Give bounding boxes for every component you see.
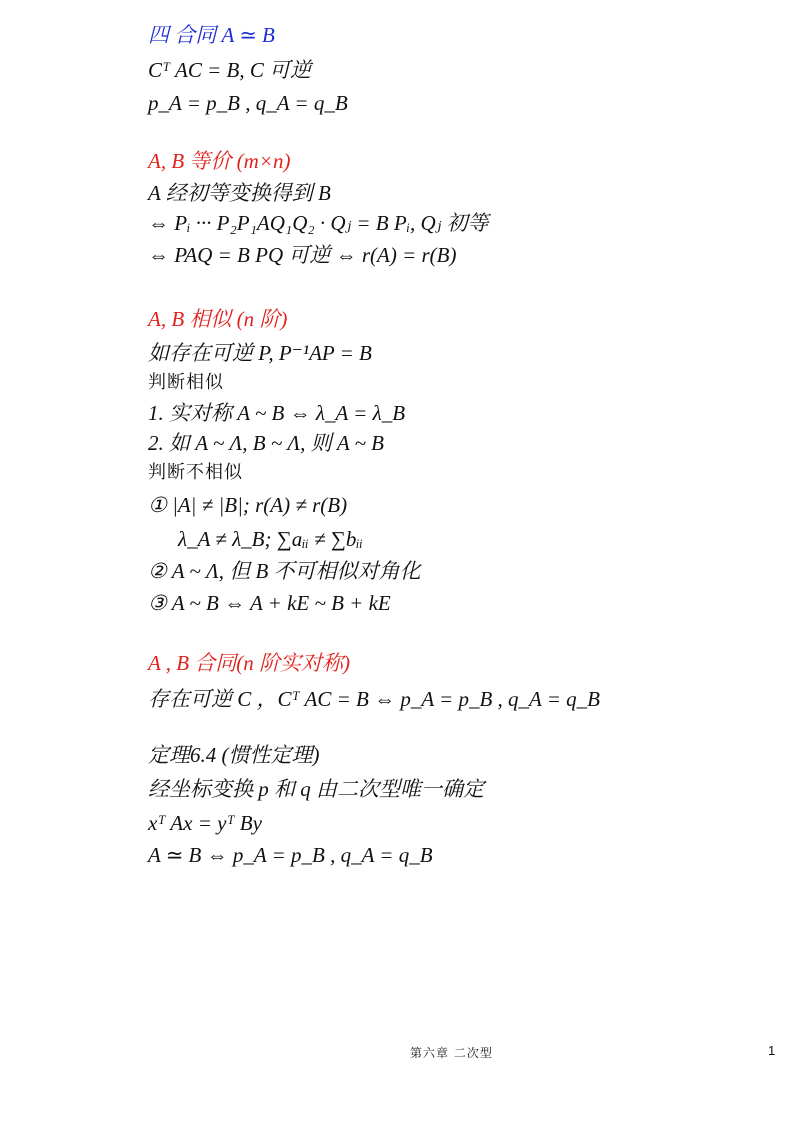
footer-page-number: 1 — [768, 1043, 776, 1058]
text-line: A 经初等变换得到 B — [148, 181, 331, 205]
text-line: ② A ~ Λ, 但 B 不可相似对角化 — [148, 559, 421, 583]
text-line: A ≃ B ⇔ p_A = p_B , q_A = q_B — [148, 843, 433, 867]
text-line: λ_A ≠ λ_B; ∑aᵢᵢ ≠ ∑bᵢᵢ — [178, 527, 363, 551]
section-heading-congruence: 四 合同 A ≃ B — [148, 23, 275, 47]
footer-chapter-title: 第六章 二次型 — [410, 1046, 493, 1060]
text-line: 判断不相似 — [148, 462, 243, 483]
section-heading-real-symmetric-congruence: A , B 合同(n 阶实对称) — [148, 651, 351, 675]
text-line: 2. 如 A ~ Λ, B ~ Λ, 则 A ~ B — [148, 431, 385, 455]
text-line: 1. 实对称 A ~ B ⇔ λ_A = λ_B — [148, 401, 406, 425]
section-heading-inertia-theorem: 定理6.4 (惯性定理) — [148, 743, 320, 767]
text-line: 如存在可逆 P, P⁻¹AP = B — [148, 341, 372, 365]
text-line: 判断相似 — [148, 372, 224, 393]
text-line: p_A = p_B , q_A = q_B — [148, 91, 348, 115]
text-line: ③ A ~ B ⇔ A + kE ~ B + kE — [148, 591, 391, 615]
text-line: xᵀ Ax = yᵀ By — [148, 811, 262, 835]
section-heading-similarity: A, B 相似 (n 阶) — [148, 307, 288, 331]
text-line: ⇔ Pᵢ ··· P₂P₁AQ₁Q₂ · Qⱼ = B Pᵢ, Qⱼ 初等 — [148, 211, 489, 235]
text-line: ① |A| ≠ |B|; r(A) ≠ r(B) — [148, 493, 348, 517]
text-line: 存在可逆 C ，Cᵀ AC = B ⇔ p_A = p_B , q_A = q_B — [148, 687, 600, 711]
text-line: ⇔ PAQ = B PQ 可逆 ⇔ r(A) = r(B) — [148, 243, 457, 267]
text-line: Cᵀ AC = B, C 可逆 — [148, 58, 312, 82]
section-heading-equivalence: A, B 等价 (m×n) — [148, 149, 291, 173]
text-line: 经坐标变换 p 和 q 由二次型唯一确定 — [148, 777, 484, 801]
